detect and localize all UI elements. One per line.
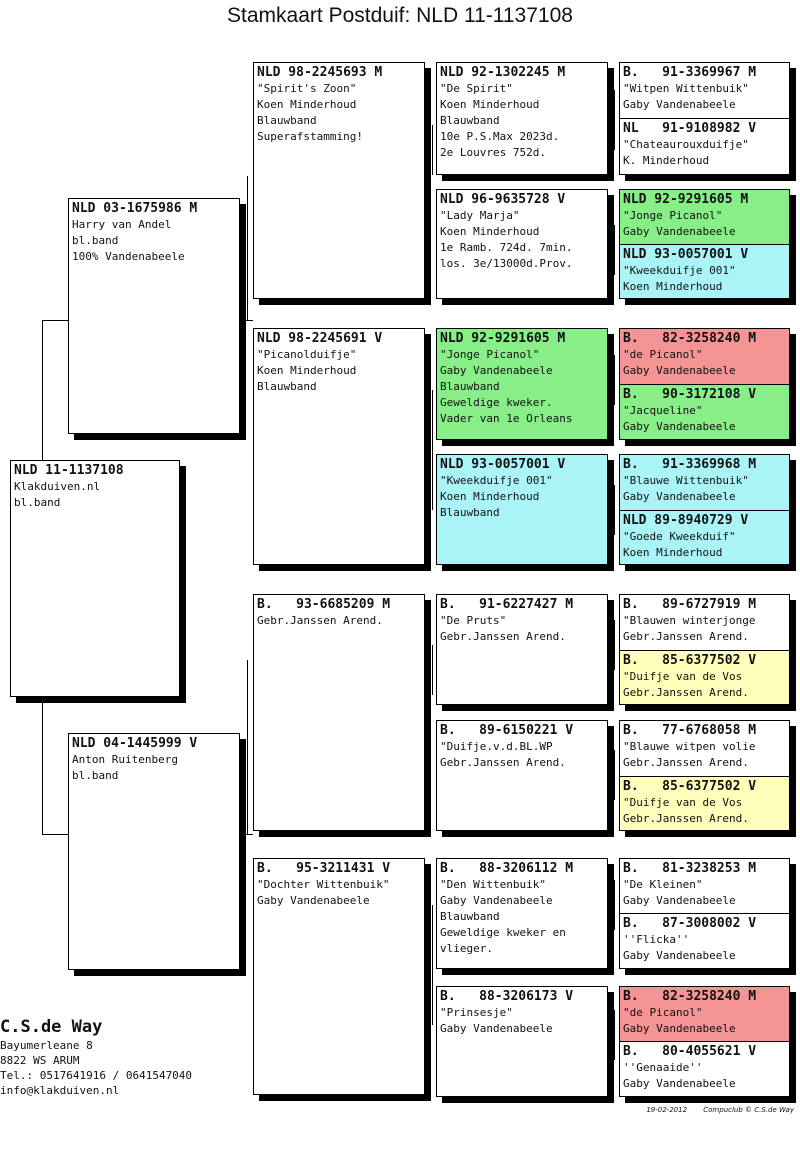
card-line: Geweldige kweker. [440, 396, 553, 409]
footer-credit: Compuclub © C.S.de Way [703, 1106, 794, 1114]
card-line: Gaby Vandenabeele [623, 1022, 736, 1035]
pigeon-card-mother[interactable] [68, 733, 240, 970]
connector-line [432, 905, 433, 1025]
connector-line [432, 390, 433, 510]
owner-name: C.S.de Way [0, 1017, 103, 1037]
connector-line [432, 125, 433, 175]
card-line: Gaby Vandenabeele [623, 894, 736, 907]
card-line: "Prinsesje" [440, 1006, 513, 1019]
card-line: Gaby Vandenabeele [623, 225, 736, 238]
ring-number: NLD 92-1302245 M [440, 65, 566, 80]
card-line: Blauwband [257, 380, 317, 393]
card-line: Vader van 1e Orleans [440, 412, 573, 425]
card-line: "De Pruts" [440, 614, 507, 627]
owner-address: Bayumerleane 8 [0, 1039, 93, 1052]
ring-number: NL 91-9108982 V [623, 121, 757, 136]
connector-line [240, 834, 253, 835]
owner-info [0, 1016, 192, 1098]
ring-number: B. 88-3206112 M [440, 861, 574, 876]
card-line: "Kweekduifje 001" [440, 474, 553, 487]
pigeon-card-gen4[interactable] [436, 62, 608, 175]
pigeon-pair-box [619, 858, 790, 969]
pigeon-card-gen5[interactable] [620, 721, 789, 776]
connector-line [614, 880, 615, 930]
pigeon-pair-box [619, 189, 790, 299]
card-line: "Blauwe witpen volie [623, 740, 756, 753]
card-line: "Chateaurouxduifje" [623, 138, 749, 151]
card-line: "Den Wittenbuik" [440, 878, 546, 891]
card-line: Koen Minderhoud [440, 490, 540, 503]
card-line: Gebr.Janssen Arend. [623, 630, 749, 643]
card-line: Blauwband [440, 380, 500, 393]
card-line: "Kweekduifje 001" [623, 264, 736, 277]
card-line: ''Flicka'' [623, 933, 690, 946]
ring-number: B. 91-3369967 M [623, 65, 757, 80]
ring-number: NLD 98-2245693 M [257, 65, 383, 80]
ring-number: B. 81-3238253 M [623, 861, 757, 876]
card-line: Gaby Vandenabeele [623, 364, 736, 377]
pigeon-card-gen4[interactable] [436, 986, 608, 1097]
card-line: "Duifje van de Vos [623, 670, 743, 683]
ring-number: B. 89-6150221 V [440, 723, 574, 738]
pigeon-card-gen5[interactable] [620, 384, 789, 440]
card-line: Gaby Vandenabeele [440, 364, 553, 377]
card-line: Klakduiven.nl [14, 480, 101, 493]
pigeon-pair-box [619, 986, 790, 1097]
connector-line [614, 355, 615, 405]
card-line: Anton Ruitenberg [72, 753, 178, 766]
card-line: "Picanolduifje" [257, 348, 357, 361]
pigeon-card-gen3[interactable] [253, 62, 425, 299]
ring-number: B. 91-3369968 M [623, 457, 757, 472]
pigeon-card-gen5[interactable] [620, 244, 789, 299]
pigeon-pair-box [619, 720, 790, 831]
ring-number: NLD 93-0057001 V [623, 247, 749, 262]
ring-number: B. 93-6685209 M [257, 597, 391, 612]
card-line: "de Picanol" [623, 1006, 703, 1019]
ring-number: B. 80-4055621 V [623, 1044, 757, 1059]
ring-number: B. 95-3211431 V [257, 861, 391, 876]
pigeon-card-gen5[interactable] [620, 190, 789, 244]
pigeon-card-gen5[interactable] [620, 510, 789, 565]
card-line: Blauwband [440, 910, 500, 923]
pigeon-card-father[interactable] [68, 198, 240, 434]
card-line: Gebr.Janssen Arend. [623, 756, 749, 769]
ring-number: B. 82-3258240 M [623, 989, 757, 1004]
card-line: "De Kleinen" [623, 878, 703, 891]
pigeon-pair-box [619, 62, 790, 175]
pigeon-card-gen5[interactable] [620, 63, 789, 118]
pigeon-card-gen5[interactable] [620, 595, 789, 650]
pigeon-card-gen5[interactable] [620, 650, 789, 705]
card-line: Gaby Vandenabeele [257, 894, 370, 907]
ring-number: NLD 92-9291605 M [623, 192, 749, 207]
card-line: Koen Minderhoud [257, 98, 357, 111]
card-line: 1e Ramb. 724d. 7min. [440, 241, 573, 254]
ring-number: B. 87-3008002 V [623, 916, 757, 931]
pigeon-card-gen5[interactable] [620, 118, 789, 175]
card-line: "De Spirit" [440, 82, 513, 95]
pigeon-card-gen5[interactable] [620, 776, 789, 831]
card-line: "Goede Kweekduif" [623, 530, 736, 543]
card-line: 2e Louvres 752d. [440, 146, 546, 159]
ring-number: NLD 04-1445999 V [72, 736, 198, 751]
pigeon-card-gen5[interactable] [620, 987, 789, 1041]
card-line: "Dochter Wittenbuik" [257, 878, 390, 891]
card-line: "Spirit's Zoon" [257, 82, 357, 95]
card-line: "Duifje van de Vos [623, 796, 743, 809]
pigeon-card-gen5[interactable] [620, 1041, 789, 1097]
pigeon-card-gen5[interactable] [620, 455, 789, 510]
owner-phone: Tel.: 0517641916 / 0641547040 [0, 1069, 193, 1082]
card-line: Superafstamming! [257, 130, 363, 143]
card-line: "Blauwe Wittenbuik" [623, 474, 749, 487]
ring-number: NLD 89-8940729 V [623, 513, 749, 528]
card-line: Gebr.Janssen Arend. [623, 812, 749, 825]
card-line: Gebr.Janssen Arend. [440, 756, 566, 769]
connector-line [432, 645, 433, 695]
card-line: Harry van Andel [72, 218, 172, 231]
card-line: "Duifje.v.d.BL.WP [440, 740, 553, 753]
ring-number: B. 85-6377502 V [623, 653, 757, 668]
page-title: Stamkaart Postduif: NLD 11-1137108 [227, 4, 573, 27]
pigeon-card-gen4[interactable] [436, 594, 608, 705]
owner-postcode: 8822 WS ARUM [0, 1054, 80, 1067]
card-line: Gaby Vandenabeele [623, 1077, 736, 1090]
connector-line [240, 320, 253, 321]
pigeon-card-gen4[interactable] [436, 454, 608, 565]
card-line: Gebr.Janssen Arend. [257, 614, 383, 627]
connector-line [614, 750, 615, 800]
pigeon-card-gen5[interactable] [620, 859, 789, 913]
ring-number: B. 90-3172108 V [623, 387, 757, 402]
pigeon-card-gen4[interactable] [436, 858, 608, 969]
ring-number: NLD 98-2245691 V [257, 331, 383, 346]
card-line: Gaby Vandenabeele [623, 490, 736, 503]
card-line: "Jacqueline" [623, 404, 703, 417]
ring-number: B. 91-6227427 M [440, 597, 574, 612]
card-line: "de Picanol" [623, 348, 703, 361]
ring-number: NLD 03-1675986 M [72, 201, 198, 216]
card-line: Geweldige kweker en [440, 926, 566, 939]
connector-line [42, 834, 68, 835]
card-line: Gebr.Janssen Arend. [440, 630, 566, 643]
card-line: bl.band [72, 769, 119, 782]
pigeon-pair-box [619, 454, 790, 565]
card-line: Gaby Vandenabeele [440, 1022, 553, 1035]
connector-line [42, 320, 43, 460]
card-line: Koen Minderhoud [623, 280, 723, 293]
ring-number: NLD 11-1137108 [14, 463, 124, 478]
card-line: Koen Minderhoud [257, 364, 357, 377]
ring-number: B. 89-6727919 M [623, 597, 757, 612]
card-line: K. Minderhoud [623, 154, 710, 167]
card-line: "Jonge Picanol" [623, 209, 723, 222]
ring-number: B. 77-6768058 M [623, 723, 757, 738]
pigeon-pair-box [619, 328, 790, 440]
card-line: Blauwband [257, 114, 317, 127]
connector-line [614, 485, 615, 535]
ring-number: B. 82-3258240 M [623, 331, 757, 346]
card-line: Gaby Vandenabeele [440, 894, 553, 907]
card-line: Blauwband [440, 114, 500, 127]
ring-number: NLD 93-0057001 V [440, 457, 566, 472]
card-line: Koen Minderhoud [440, 225, 540, 238]
pigeon-card-gen4[interactable] [436, 720, 608, 831]
connector-line [614, 225, 615, 275]
connector-line [42, 697, 43, 834]
pigeon-card-gen5[interactable] [620, 329, 789, 384]
owner-email: info@klakduiven.nl [0, 1084, 120, 1097]
pigeon-card-gen5[interactable] [620, 913, 789, 969]
card-line: bl.band [72, 234, 119, 247]
card-line: 10e P.S.Max 2023d. [440, 130, 560, 143]
pigeon-card-gen4[interactable] [436, 189, 608, 299]
pigeon-card-gen3[interactable] [253, 594, 425, 831]
connector-line [247, 176, 248, 320]
card-line: Gaby Vandenabeele [623, 949, 736, 962]
card-line: 100% Vandenabeele [72, 250, 185, 263]
card-line: Blauwband [440, 506, 500, 519]
connector-line [247, 660, 248, 834]
card-line: Koen Minderhoud [623, 546, 723, 559]
ring-number: NLD 96-9635728 V [440, 192, 566, 207]
card-line: "Witpen Wittenbuik" [623, 82, 749, 95]
card-line: "Blauwen winterjonge [623, 614, 756, 627]
connector-line [42, 320, 68, 321]
connector-line [614, 620, 615, 670]
footer [632, 1106, 794, 1114]
pigeon-card-gen4[interactable] [436, 328, 608, 440]
connector-line [614, 90, 615, 150]
card-line: Gaby Vandenabeele [623, 98, 736, 111]
card-line: Koen Minderhoud [440, 98, 540, 111]
ring-number: B. 88-3206173 V [440, 989, 574, 1004]
card-line: Gebr.Janssen Arend. [623, 686, 749, 699]
pigeon-pair-box [619, 594, 790, 705]
card-line: bl.band [14, 496, 61, 509]
ring-number: NLD 92-9291605 M [440, 331, 566, 346]
card-line: "Lady Marja" [440, 209, 520, 222]
card-line: los. 3e/13000d.Prov. [440, 257, 573, 270]
card-line: "Jonge Picanol" [440, 348, 540, 361]
footer-date: 19-02-2012 [646, 1106, 688, 1114]
ring-number: B. 85-6377502 V [623, 779, 757, 794]
connector-line [614, 1010, 615, 1060]
card-line: ''Genaaide'' [623, 1061, 703, 1074]
pigeon-card-gen3[interactable] [253, 858, 425, 1095]
card-line: vlieger. [440, 942, 493, 955]
pigeon-card-root[interactable] [10, 460, 180, 697]
pigeon-card-gen3[interactable] [253, 328, 425, 565]
card-line: Gaby Vandenabeele [623, 420, 736, 433]
